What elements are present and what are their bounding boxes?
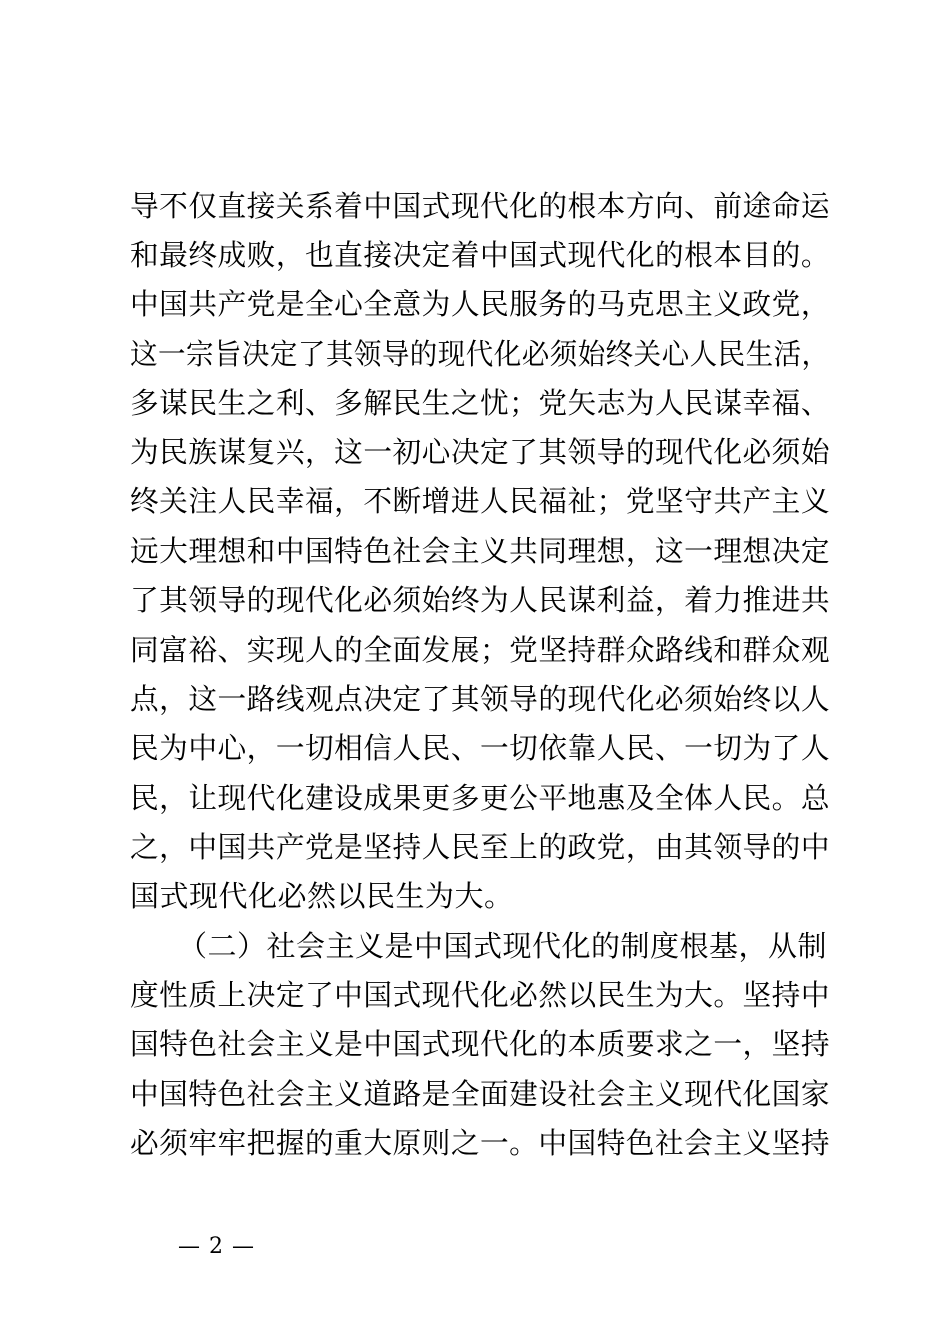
body-text-line: 多谋民生之利、多解民生之忧；党矢志为人民谋幸福、	[130, 386, 831, 420]
body-text-line: 同富裕、实现人的全面发展；党坚持群众路线和群众观	[130, 633, 831, 667]
paragraph-first-line: （二）社会主义是中国式现代化的制度根基，从制	[178, 929, 828, 963]
body-text-line: 度性质上决定了中国式现代化必然以民生为大。坚持中	[130, 978, 831, 1012]
page-number: — 2 —	[178, 1234, 255, 1259]
body-text-line: 之，中国共产党是坚持人民至上的政党，由其领导的中	[130, 830, 831, 864]
body-text-line: 点，这一路线观点决定了其领导的现代化必须始终以人	[130, 682, 831, 716]
body-text-line: 中国特色社会主义道路是全面建设社会主义现代化国家	[130, 1077, 831, 1111]
body-text-line: 这一宗旨决定了其领导的现代化必须始终关心人民生活，	[130, 337, 830, 371]
body-text-line: 民为中心，一切相信人民、一切依靠人民、一切为了人	[130, 731, 831, 765]
body-text-line: 了其领导的现代化必须始终为人民谋利益，着力推进共	[130, 583, 831, 617]
body-text-line: 国式现代化必然以民生为大。	[130, 879, 514, 913]
body-text-line: 必须牢牢把握的重大原则之一。中国特色社会主义坚持	[130, 1126, 831, 1160]
body-text-line: 导不仅直接关系着中国式现代化的根本方向、前途命运	[130, 189, 831, 223]
body-text-line: 国特色社会主义是中国式现代化的本质要求之一，坚持	[130, 1027, 831, 1061]
body-text-line: 终关注人民幸福，不断增进人民福祉；党坚守共产主义	[130, 484, 831, 518]
body-text-line: 民，让现代化建设成果更多更公平地惠及全体人民。总	[130, 781, 831, 815]
body-text-line: 中国共产党是全心全意为人民服务的马克思主义政党，	[130, 287, 831, 321]
body-text-line: 和最终成败，也直接决定着中国式现代化的根本目的。	[130, 238, 831, 272]
body-text-line: 为民族谋复兴，这一初心决定了其领导的现代化必须始	[130, 435, 831, 469]
body-text-line: 远大理想和中国特色社会主义共同理想，这一理想决定	[130, 534, 831, 568]
